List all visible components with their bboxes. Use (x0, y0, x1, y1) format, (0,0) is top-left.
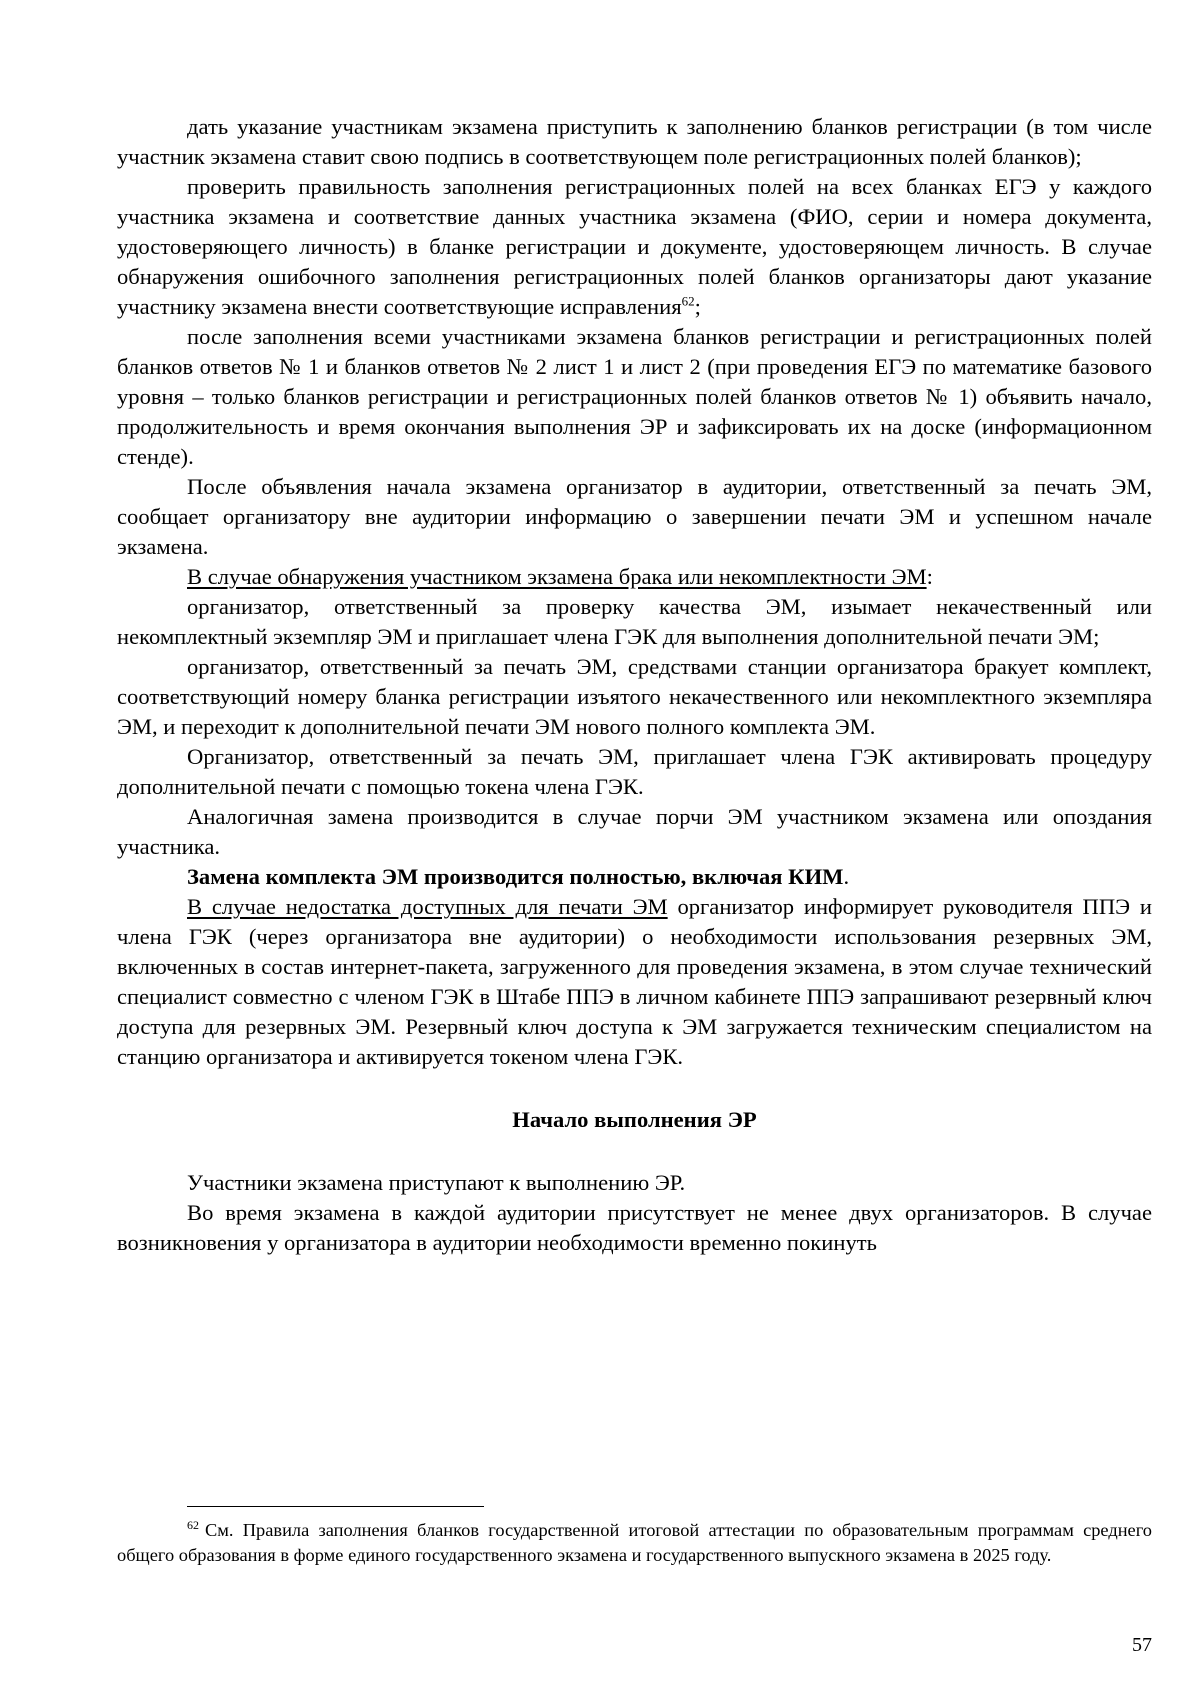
footnote (117, 1518, 1152, 1568)
paragraph-10 (117, 862, 1152, 892)
paragraph-8: Организатор, ответственный за печать ЭМ, приглашает члена ГЭК активировать процедуру дополнительной печати с помощью токена члена ГЭК. (117, 744, 1152, 799)
paragraph-5-end: : (926, 564, 933, 589)
paragraph-4: После объявления начала экзамена организатор в аудитории, ответственный за печать ЭМ, сообщает организатору вне аудитории информацию о завершении печати ЭМ и успешном начале экзамена. (117, 474, 1152, 559)
paragraph-10-end: . (843, 864, 850, 889)
paragraph-12: Участники экзамена приступают к выполнению ЭР. (187, 1170, 686, 1195)
paragraph-10-bold: Замена комплекта ЭМ производится полностью, включая КИМ (187, 864, 844, 889)
paragraph-9: Аналогичная замена производится в случае порчи ЭМ участником экзамена или опоздания участника. (117, 804, 1152, 859)
paragraph-3: после заполнения всеми участниками экзамена бланков регистрации и регистрационных полей бланков ответов № 1 и бланков ответов № 2 лист 1 и лист 2 (при проведения ЕГЭ по математике базового уровня – только бланков регистрации и регистрационных полей бланков ответов № 1) объявить начало, продолжительность и время окончания выполнения ЭР и зафиксировать их на доске (информационном стенде). (117, 324, 1152, 469)
footnote-number: 62 (187, 1517, 199, 1532)
document-page (117, 112, 1152, 1258)
footnote-text: См. Правила заполнения бланков государственной итоговой аттестации по образовательным программам среднего общего образования в форме единого государственного экзамена и государственного выпускного экзамена в 2025 году. (117, 1520, 1152, 1565)
paragraph-7: организатор, ответственный за печать ЭМ, средствами станции организатора бракует комплект, соответствующий номеру бланка регистрации изъятого некачественного или некомплектного экземпляра ЭМ, и переходит к дополнительной печати ЭМ нового полного комплекта ЭМ. (117, 654, 1152, 739)
section-heading: Начало выполнения ЭР (512, 1107, 757, 1132)
paragraph-2-text: проверить правильность заполнения регистрационных полей на всех бланках ЕГЭ у каждого участника экзамена и соответствие данных участника экзамена (ФИО, серии и номера документа, удостоверяющего личность) в бланке регистрации и документе, удостоверяющем личность. В случае обнаружения ошибочного заполнения регистрационных полей бланков организаторы дают указание участнику экзамена внести соответствующие исправления (117, 174, 1152, 319)
paragraph-11-rest: организатор информирует руководителя ППЭ и члена ГЭК (через организатора вне аудитории) о необходимости использования резервных ЭМ, включенных в состав интернет-пакета, загруженного для проведения экзамена, в этом случае технический специалист совместно с членом ГЭК в Штабе ППЭ в личном кабинете ППЭ запрашивают резервный ключ доступа для резервных ЭМ. Резервный ключ доступа к ЭМ загружается техническим специалистом на станцию организатора и активируется токеном члена ГЭК. (117, 894, 1152, 1069)
footnote-divider (187, 1506, 484, 1507)
footnote-reference[interactable]: 62 (681, 293, 695, 309)
paragraph-5-underlined: В случае обнаружения участником экзамена брака или некомплектности ЭМ (187, 564, 927, 589)
paragraph-1: дать указание участникам экзамена приступить к заполнению бланков регистрации (в том числе участник экзамена ставит свою подпись в соответствующем поле регистрационных полей бланков); (117, 114, 1152, 169)
paragraph-11-underlined: В случае недостатка доступных для печати ЭМ (187, 894, 668, 919)
paragraph-2-end: ; (694, 294, 701, 319)
paragraph-2 (117, 172, 1152, 322)
paragraph-11 (117, 892, 1152, 1072)
paragraph-6: организатор, ответственный за проверку качества ЭМ, изымает некачественный или некомплектный экземпляр ЭМ и приглашает члена ГЭК для выполнения дополнительной печати ЭМ; (117, 594, 1152, 649)
paragraph-13: Во время экзамена в каждой аудитории присутствует не менее двух организаторов. В случае возникновения у организатора в аудитории необходимости временно покинуть (117, 1200, 1152, 1255)
paragraph-5 (117, 562, 1152, 592)
page-number: 57 (1132, 1634, 1152, 1656)
